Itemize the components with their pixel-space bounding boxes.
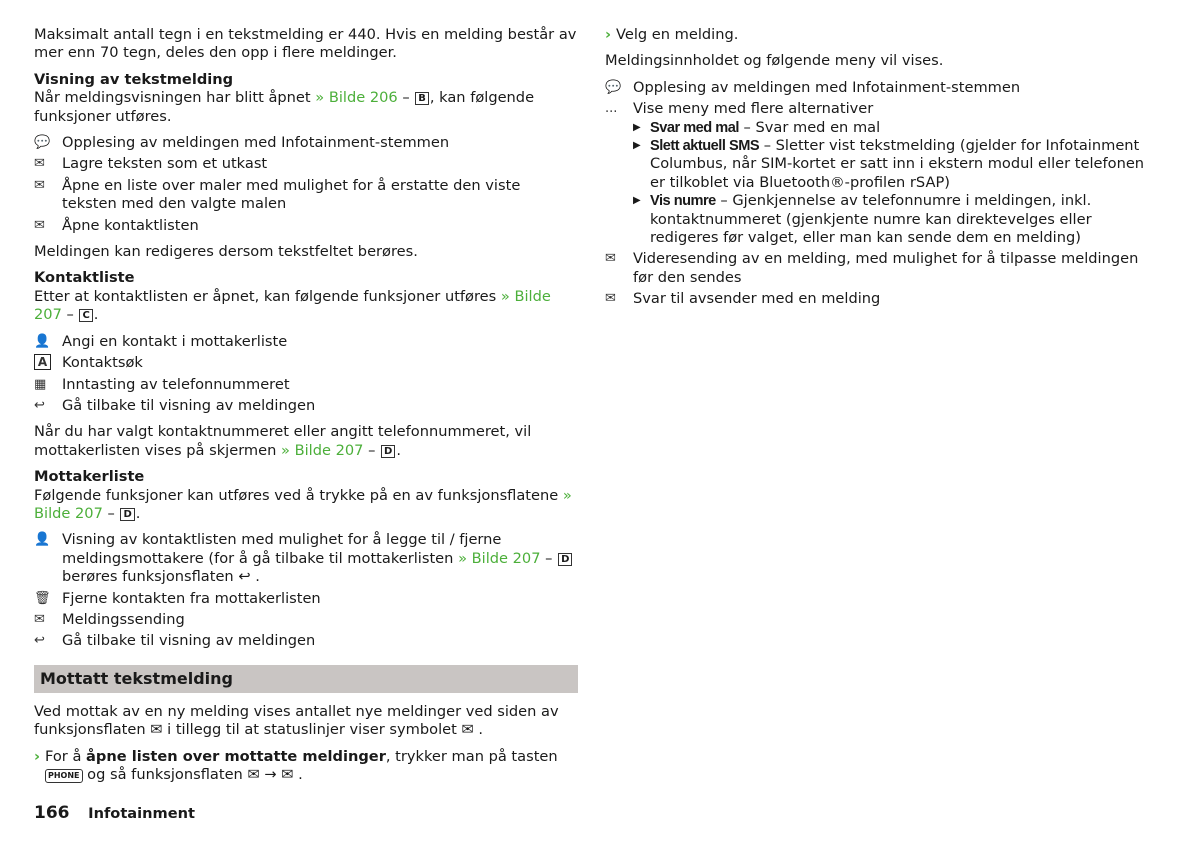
label-d: D [558, 553, 572, 566]
kontakt-text: Etter at kontaktlisten er åpnet, kan følgende funksjoner utføres » Bilde 207 – C . [34, 287, 551, 324]
ref-link[interactable]: » Bilde 207 [458, 549, 541, 567]
contacts-icon: ✉ [34, 217, 45, 233]
speech-icon: 💬 [34, 135, 51, 151]
forward-icon: ✉ [605, 251, 616, 267]
page-number: 166 [34, 803, 70, 823]
trash-icon: 🗑 [34, 590, 51, 606]
list-item: ✉ Meldingssending [34, 610, 185, 628]
message-icon: ✉ [247, 766, 260, 783]
ref-link[interactable]: » Bilde 207 [281, 441, 364, 459]
received-text: Ved mottak av en ny melding vises antallet nye meldinger ved siden av funksjonsflaten ✉ i tillegg til at statuslinjer viser symbolet ✉ . [34, 702, 559, 739]
label-b: B [415, 92, 429, 105]
list-item: ... Vise meny med flere alternativer ▶ Svar med mal – Svar med en mal ▶ Slett aktuell SMS – Sletter vist tekstmelding (gjelder for Infotainment Columbus, når SIM-kortet er satt inn i ekstern modul eller telefonen er tilkoblet via Bluetooth®-profilen rSAP) ▶ Vis numre – Gjenkjennelse av telefonnumre i meldingen, inkl. kontaktnummeret (gjenkjente numre kan direktevelges eller redigeres før valget, eller man kan sende dem en melding) [605, 100, 1150, 247]
mottaker-text: Følgende funksjoner kan utføres ved å trykke på en av funksjonsflatene » Bilde 207 – D . [34, 486, 572, 522]
list-item: ✉ Svar til avsender med en melding [605, 290, 881, 308]
list-item: 💬 Opplesing av meldingen med Infotainment-stemmen [34, 134, 450, 152]
keypad-icon: ▦ [34, 376, 47, 392]
list-item: ✉ Videresending av en melding, med mulighet for å tilpasse meldingen før den sendes [605, 250, 1139, 286]
list-item: 👤 Visning av kontaktlisten med mulighet for å legge til / fjerne meldingsmottakere (for å gå tilbake til mottakerlisten » Bilde 207 – D berøres funksjonsflaten ↩ . [34, 531, 578, 586]
speech-icon: 💬 [605, 79, 622, 95]
triangle-icon: ▶ [633, 140, 641, 152]
mottaker-list [34, 531, 578, 650]
kontakt-list [34, 333, 578, 416]
message-icon: ✉ [150, 721, 163, 739]
triangle-icon: ▶ [633, 195, 641, 207]
back-icon: ↩ [34, 397, 45, 413]
section-title: Mottatt tekstmelding [34, 665, 578, 693]
list-item: ▦ Inntasting av telefonnummeret [34, 375, 290, 393]
list-item: 👤 Angi en kontakt i mottakerliste [34, 332, 288, 350]
person-icon: 👤 [34, 333, 51, 349]
action-arrow-icon: › [34, 747, 41, 765]
footer-title: Infotainment [88, 805, 196, 822]
back-icon: ↩ [238, 568, 251, 586]
contact-list-icon: 👤 [34, 532, 51, 548]
phone-key-icon: PHONE [45, 769, 83, 783]
heading-visning: Visning av tekstmelding [34, 70, 234, 88]
list-item: 💬 Opplesing av meldingen med Infotainment-stemmen [605, 78, 1021, 96]
action-arrow-icon: › [605, 26, 612, 43]
heading-mottaker: Mottakerliste [34, 468, 145, 486]
send-icon: ✉ [34, 611, 45, 627]
right-column [605, 26, 1150, 317]
letter-a-icon: A [34, 354, 56, 372]
edit-note: Meldingen kan redigeres dersom tekstfeltet berøres. [34, 243, 418, 261]
list-item: ✉ Lagre teksten som et utkast [34, 155, 268, 173]
list-item: ↩ Gå tilbake til visning av meldingen [34, 396, 316, 414]
ref-link[interactable]: » Bilde 206 [315, 89, 398, 107]
reply-icon: ✉ [605, 291, 616, 307]
visning-list [34, 134, 578, 235]
list-item: ↩ Gå tilbake til visning av meldingen [34, 632, 316, 650]
triangle-icon: ▶ [633, 121, 641, 133]
right-intro: Meldingsinnholdet og følgende meny vil vises. [605, 52, 944, 70]
heading-kontakt: Kontaktliste [34, 269, 135, 287]
list-item: A Kontaktsøk [34, 354, 578, 372]
template-icon: ✉ [34, 177, 45, 193]
ref-link[interactable]: » Bilde 207 [34, 486, 572, 522]
visning-text: Når meldingsvisningen har blitt åpnet » Bilde 206 – B , kan følgende funksjoner utføres. [34, 89, 535, 125]
ref-link[interactable]: » Bilde 207 [34, 287, 551, 324]
label-d: D [120, 508, 134, 521]
list-item: ✉ Åpne en liste over maler med mulighet for å erstatte den viste teksten med den valgte malen [34, 176, 521, 213]
save-draft-icon: ✉ [34, 156, 45, 172]
message-menu-list [605, 79, 1150, 309]
page-footer [34, 804, 195, 823]
back-icon: ↩ [34, 633, 45, 649]
action-step: › Velg en melding. [605, 26, 739, 43]
after-select-text: Når du har valgt kontaktnummeret eller angitt telefonnummeret, vil mottakerlisten vises på skjermen » Bilde 207 – D . [34, 423, 532, 459]
sub-item: ▶ Vis numre – Gjenkjennelse av telefonnumre i meldingen, inkl. kontaktnummeret (gjenkjente numre kan direktevelges eller redigeres før valget, eller man kan sende dem en melding) [633, 192, 1092, 247]
intro-text: Maksimalt antall tegn i en tekstmelding er 440. Hvis en melding består av mer enn 70 tegn, deles den opp i flere meldinger. [34, 26, 577, 62]
list-item: 🗑 Fjerne kontakten fra mottakerlisten [34, 589, 321, 607]
left-column [34, 26, 578, 792]
sub-list [633, 119, 1150, 248]
inbox-icon: ✉ [281, 766, 294, 783]
list-item: ✉ Åpne kontaktlisten [34, 216, 199, 234]
action-step: › For å åpne listen over mottatte meldinger, trykker man på tasten PHONE og så funksjonsflaten ✉ → ✉ . [34, 747, 558, 783]
label-c: C [79, 309, 92, 322]
message-icon: ✉ [461, 721, 474, 739]
sub-item: ▶ Slett aktuell SMS – Sletter vist tekstmelding (gjelder for Infotainment Columbus, når SIM-kortet er satt inn i ekstern modul eller telefonen er tilkoblet via Bluetooth®-profilen rSAP) [633, 137, 1145, 191]
ellipsis-icon: ... [605, 101, 618, 117]
label-d: D [381, 445, 395, 458]
sub-item: ▶ Svar med mal – Svar med en mal [633, 118, 881, 136]
